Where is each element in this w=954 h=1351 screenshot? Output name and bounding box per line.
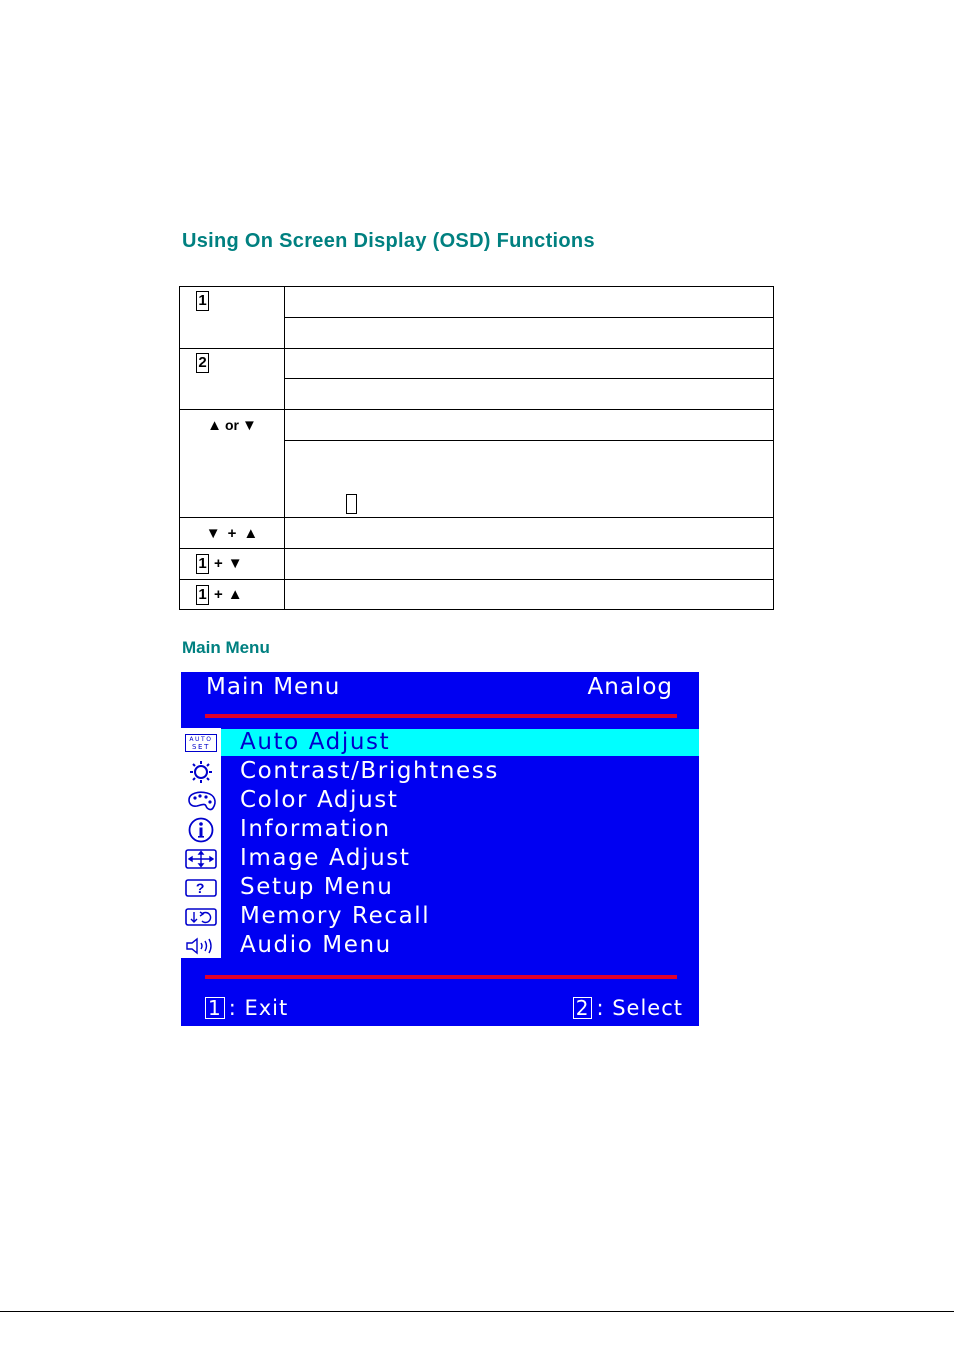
key-cell-up-or-down <box>180 410 285 518</box>
help-icon <box>184 875 218 900</box>
key-cell-1-plus-down <box>180 549 285 580</box>
key-cell-down-plus-up <box>180 518 285 549</box>
or-text: or <box>225 417 239 433</box>
desc-cell <box>285 518 774 549</box>
plus-sign: + <box>227 524 237 542</box>
brightness-icon <box>184 759 218 784</box>
key-2-box: 2 <box>573 997 593 1019</box>
info-icon <box>184 817 218 842</box>
osd-menu-item-label: Contrast/Brightness <box>240 758 499 784</box>
desc-cell <box>285 379 774 410</box>
key-cell-2 <box>180 349 285 410</box>
svg-text:?: ? <box>195 879 207 896</box>
up-arrow-icon: ▲ <box>207 417 222 434</box>
key-2-box: 2 <box>196 353 209 373</box>
key-1-box: 1 <box>205 997 225 1019</box>
desc-cell <box>285 287 774 318</box>
empty-box-glyph <box>346 494 357 514</box>
key-1-box: 1 <box>196 554 209 574</box>
key-cell-1 <box>180 287 285 349</box>
osd-menu-item-auto-adjust[interactable] <box>181 729 699 756</box>
up-arrow-icon: ▲ <box>227 585 243 603</box>
osd-menu-item-memory-recall[interactable] <box>181 903 699 930</box>
memory-recall-icon <box>184 904 218 929</box>
page-footer-rule <box>0 1311 954 1312</box>
down-arrow-icon: ▼ <box>205 524 221 542</box>
osd-key-table <box>179 286 774 610</box>
section-title: Using On Screen Display (OSD) Functions <box>182 230 595 252</box>
desc-cell <box>285 580 774 610</box>
osd-menu-item-contrast-brightness[interactable] <box>181 758 699 785</box>
osd-footer-exit <box>205 996 288 1020</box>
svg-text:AUTO: AUTO <box>189 735 213 743</box>
palette-icon <box>184 788 218 813</box>
up-arrow-icon: ▲ <box>243 524 259 542</box>
down-arrow-icon: ▼ <box>242 417 257 434</box>
down-arrow-icon: ▼ <box>227 555 243 572</box>
osd-menu-item-setup-menu[interactable] <box>181 874 699 901</box>
osd-menu-item-label: Memory Recall <box>240 903 431 929</box>
main-menu-heading: Main Menu <box>182 638 270 657</box>
desc-cell <box>285 349 774 379</box>
osd-menu-item-label: Information <box>240 816 391 842</box>
osd-input-mode: Analog <box>587 674 673 700</box>
osd-top-separator <box>205 714 677 718</box>
osd-footer-select <box>573 996 683 1020</box>
desc-cell <box>285 549 774 580</box>
key-cell-1-plus-up <box>180 580 285 610</box>
select-label: : Select <box>596 996 683 1020</box>
osd-menu-item-label: Setup Menu <box>240 874 394 900</box>
osd-main-menu <box>181 672 699 1026</box>
osd-title: Main Menu <box>206 674 341 700</box>
osd-menu-item-label: Image Adjust <box>240 845 411 871</box>
osd-menu-item-label: Color Adjust <box>240 787 399 813</box>
key-1-box: 1 <box>196 291 209 311</box>
osd-menu-item-image-adjust[interactable] <box>181 845 699 872</box>
osd-menu-item-color-adjust[interactable] <box>181 787 699 814</box>
osd-bottom-separator <box>205 975 677 979</box>
plus-sign: + <box>214 555 223 572</box>
svg-text:SET: SET <box>192 742 210 751</box>
desc-cell <box>285 318 774 349</box>
osd-menu-item-information[interactable] <box>181 816 699 843</box>
desc-cell <box>285 441 774 518</box>
osd-menu-item-label: Auto Adjust <box>240 729 391 755</box>
key-1-box: 1 <box>196 585 209 605</box>
osd-menu-item-label: Audio Menu <box>240 932 392 958</box>
image-adjust-icon <box>184 846 218 871</box>
auto-set-icon <box>184 730 218 755</box>
plus-sign: + <box>214 585 223 603</box>
exit-label: : Exit <box>228 996 289 1020</box>
speaker-icon <box>184 933 218 958</box>
desc-cell <box>285 410 774 441</box>
osd-menu-item-audio-menu[interactable] <box>181 932 699 959</box>
